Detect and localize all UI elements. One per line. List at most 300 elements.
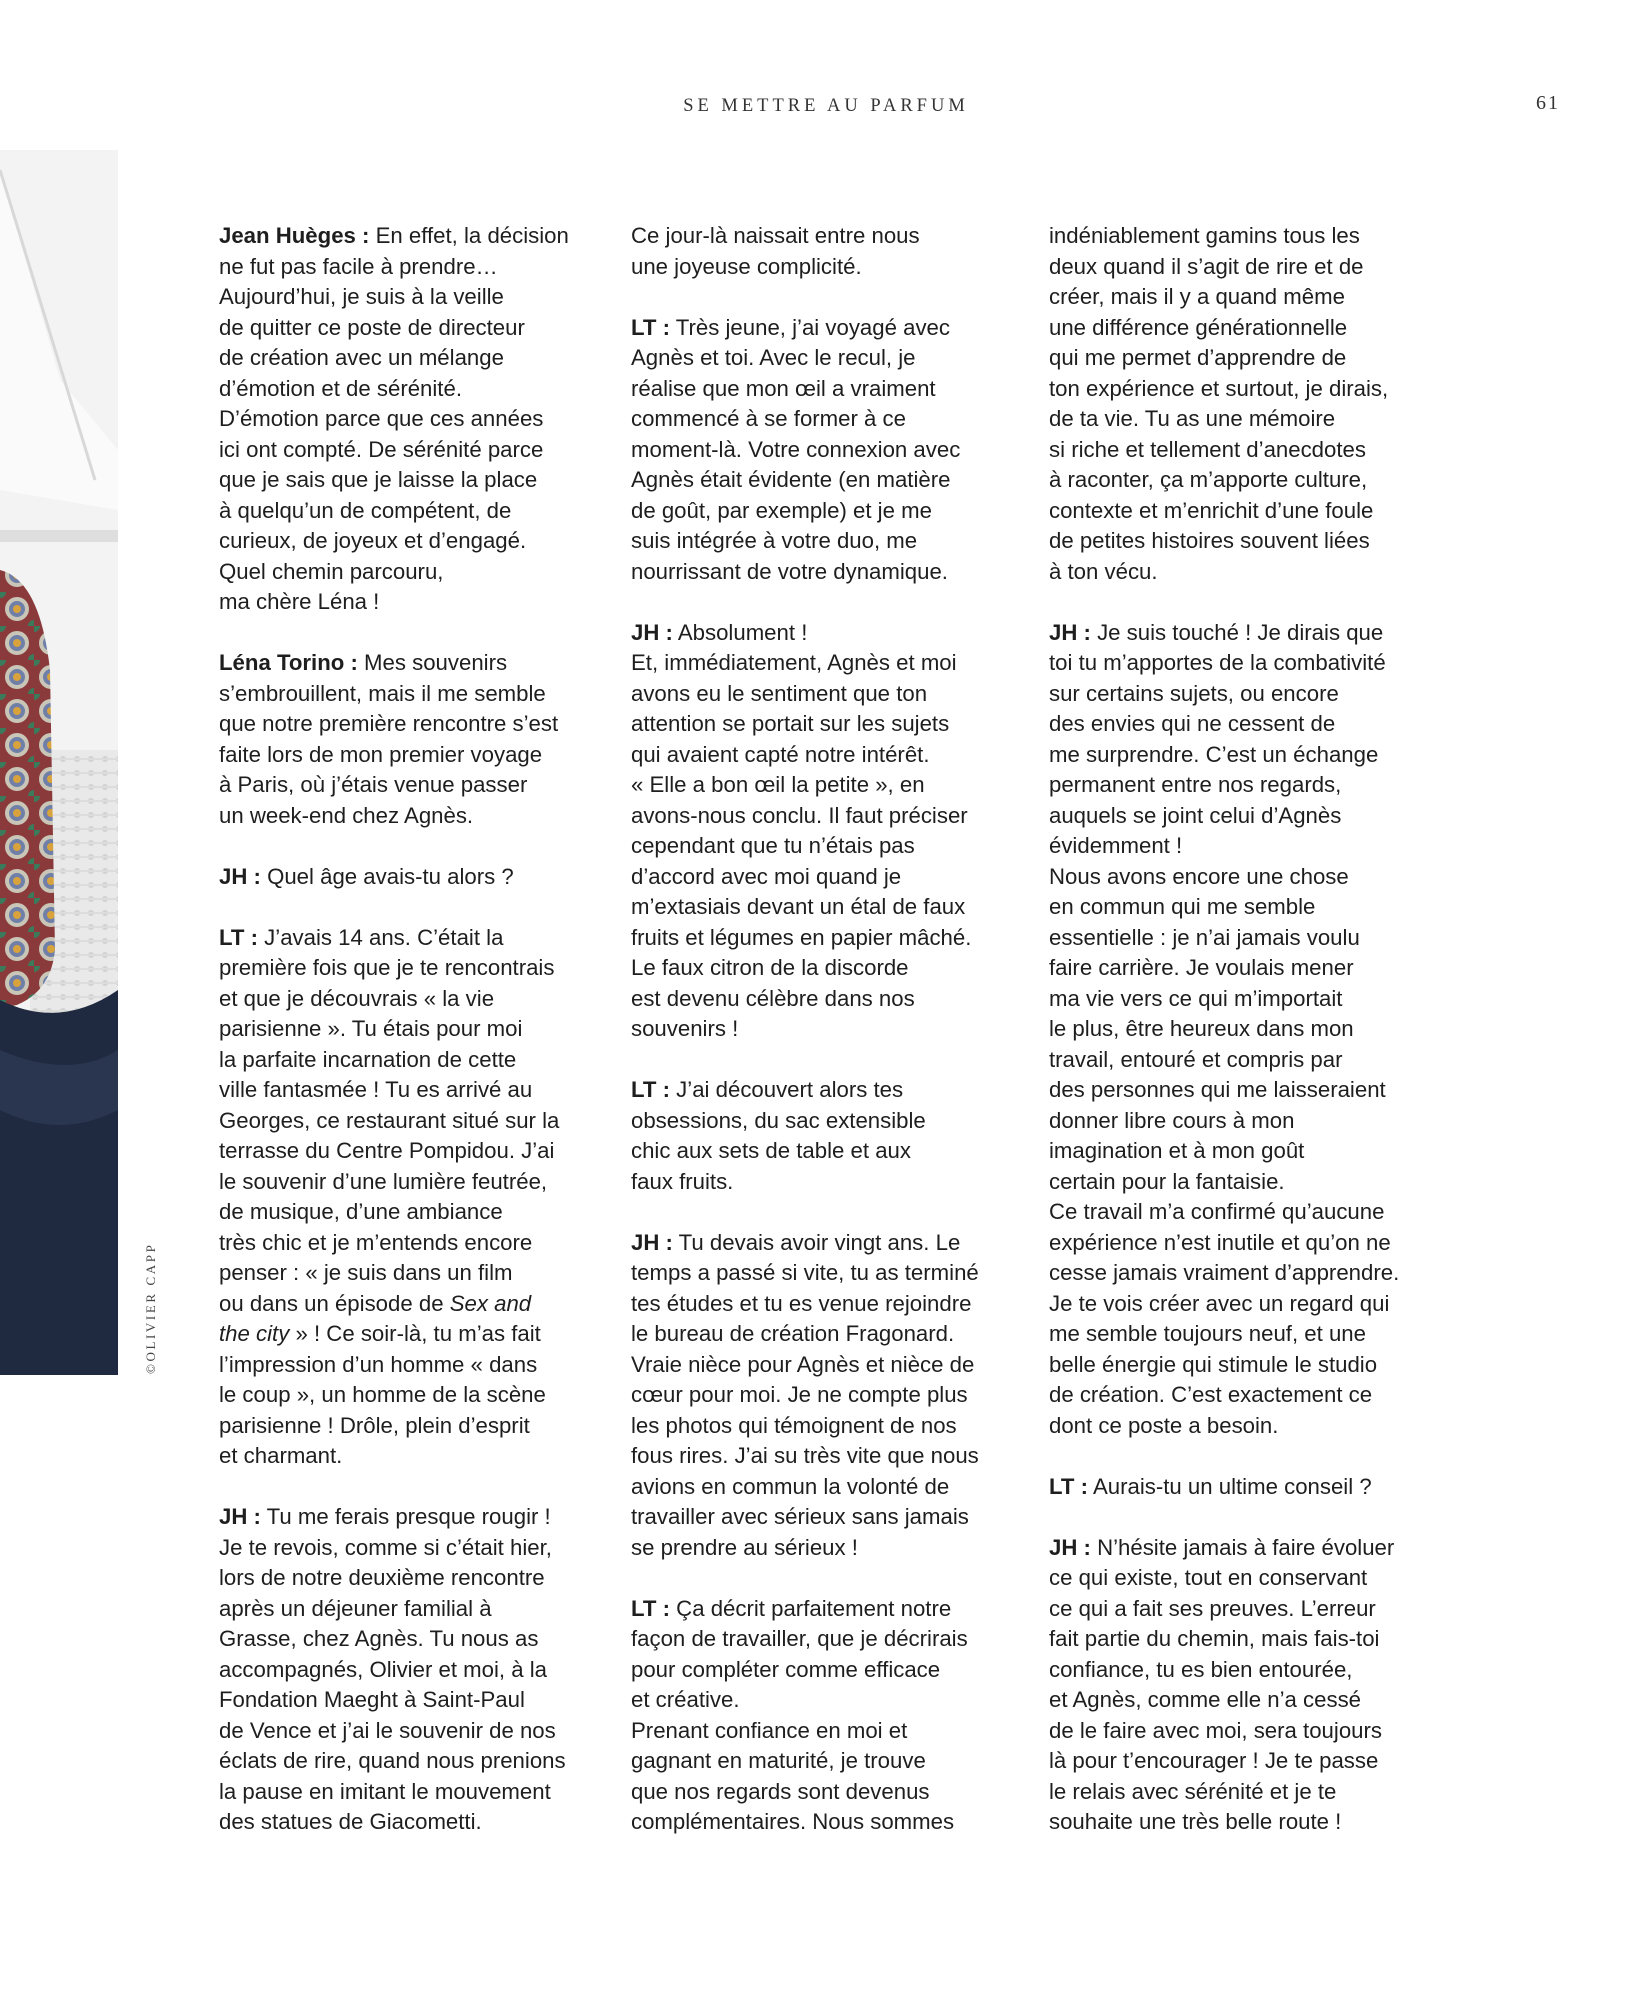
line-text: sur certains sujets, ou encore [1049, 680, 1339, 706]
text-line [631, 1014, 1011, 1045]
text-line [1049, 465, 1429, 496]
line-text: des envies qui ne cessent de [1049, 711, 1336, 736]
line-text: et que je découvrais « la vie [219, 985, 495, 1011]
text-line [631, 557, 1011, 588]
text-line [219, 1777, 599, 1808]
line-text: à ton vécu. [1049, 558, 1158, 584]
text-line [1049, 618, 1429, 649]
speaker-label: JH : [219, 863, 261, 889]
text-line [219, 770, 599, 801]
paragraph [219, 648, 599, 831]
text-line [219, 1746, 599, 1777]
line-text: m’extasiais devant un étal de faux [631, 894, 966, 919]
line-text: complémentaires. Nous sommes [631, 1809, 955, 1834]
text-line [1049, 1014, 1429, 1045]
line-text: auquels se joint celui d’Agnès [1049, 802, 1342, 828]
text-line [631, 1533, 1011, 1564]
paragraph [631, 1594, 1011, 1838]
line-text: ce qui existe, tout en conservant [1049, 1565, 1368, 1590]
line-text: là pour t’encourager ! Je te passe [1049, 1748, 1379, 1773]
line-text: deux quand il s’agit de rire et de [1049, 253, 1364, 279]
speaker-label: JH : [1049, 1534, 1091, 1560]
line-text: travailler avec sérieux sans jamais [631, 1504, 969, 1529]
line-text: ton expérience et surtout, je dirais, [1049, 375, 1389, 401]
text-line [219, 1319, 599, 1350]
line-text: est devenu célèbre dans nos [631, 985, 915, 1011]
text-line [1049, 1411, 1429, 1442]
text-line [1049, 770, 1429, 801]
text-column-3 [1049, 221, 1429, 1838]
text-line [1049, 1472, 1429, 1503]
text-line [1049, 1258, 1429, 1289]
text-line [631, 1411, 1011, 1442]
paragraph [219, 221, 599, 618]
text-line [219, 679, 599, 710]
text-line [631, 1594, 1011, 1625]
line-text: Le faux citron de la discorde [631, 955, 909, 980]
line-text: Fondation Maeght à Saint-Paul [219, 1687, 525, 1712]
text-line [1049, 1167, 1429, 1198]
text-line [1049, 313, 1429, 344]
line-text: en commun qui me semble [1049, 894, 1316, 919]
text-line [1049, 1594, 1429, 1625]
line-text: imagination et à mon goût [1049, 1138, 1305, 1163]
text-line [219, 1197, 599, 1228]
line-text: suis intégrée à votre duo, me [631, 528, 918, 553]
text-line [1049, 1746, 1429, 1777]
text-line [631, 740, 1011, 771]
section-title: SE METTRE AU PARFUM [683, 96, 969, 116]
line-text: chic aux sets de table et aux [631, 1138, 911, 1163]
line-text: lors de notre deuxième rencontre [219, 1565, 545, 1590]
text-line [219, 953, 599, 984]
paragraph [631, 221, 1011, 282]
text-line [219, 1624, 599, 1655]
line-text: parisienne ». Tu étais pour moi [219, 1016, 523, 1041]
text-line [219, 526, 599, 557]
line-text: attention se portait sur les sujets [631, 711, 950, 736]
line-text: ne fut pas facile à prendre… [219, 253, 498, 279]
line-text: ville fantasmée ! Tu es arrivé au [219, 1077, 533, 1102]
text-column-2 [631, 221, 1011, 1838]
line-text: Aujourd’hui, je suis à la veille [219, 284, 504, 309]
line-text: le souvenir d’une lumière feutrée, [219, 1168, 548, 1194]
line-text: » ! Ce soir-là, tu m’as fait [289, 1321, 541, 1346]
line-text: travail, entouré et compris par [1049, 1046, 1343, 1072]
line-text: première fois que je te rencontrais [219, 955, 555, 980]
line-text: fait partie du chemin, mais fais-toi [1049, 1626, 1380, 1651]
line-text: terrasse du Centre Pompidou. J’ai [219, 1138, 555, 1163]
text-line [631, 923, 1011, 954]
text-line [1049, 1075, 1429, 1106]
line-text: de ta vie. Tu as une mémoire [1049, 406, 1336, 431]
line-text: Agnès était évidente (en matière [631, 467, 951, 492]
line-text: donner libre cours à mon [1049, 1107, 1295, 1133]
line-text: me surprendre. C’est un échange [1049, 741, 1379, 767]
line-text: la pause en imitant le mouvement [219, 1778, 551, 1804]
text-line [631, 1777, 1011, 1808]
line-text: faire carrière. Je voulais mener [1049, 955, 1354, 980]
line-text: ma chère Léna ! [219, 589, 380, 614]
line-text: le plus, être heureux dans mon [1049, 1016, 1354, 1041]
line-text: très chic et je m’entends encore [219, 1229, 533, 1255]
line-text: souhaite une très belle route ! [1049, 1809, 1342, 1834]
line-text: des statues de Giacometti. [219, 1809, 482, 1834]
line-text: de le faire avec moi, sera toujours [1049, 1717, 1382, 1743]
line-text: et Agnès, comme elle n’a cessé [1049, 1687, 1362, 1712]
text-line [1049, 892, 1429, 923]
text-line [1049, 648, 1429, 679]
text-line [631, 1319, 1011, 1350]
text-line [1049, 984, 1429, 1015]
photo-credit: ©OLIVIER CAPP [143, 1242, 158, 1374]
text-line [219, 1136, 599, 1167]
paragraph [631, 618, 1011, 1045]
text-line [219, 435, 599, 466]
text-line [219, 923, 599, 954]
text-line [219, 1167, 599, 1198]
paragraph [631, 1075, 1011, 1197]
line-text: qui me permet d’apprendre de [1049, 345, 1347, 370]
text-line [631, 496, 1011, 527]
line-text: de musique, d’une ambiance [219, 1199, 503, 1224]
speaker-label: LT : [1049, 1473, 1089, 1499]
italic-title: Sex and [449, 1290, 532, 1316]
line-text: confiance, tu es bien entourée, [1049, 1656, 1353, 1682]
line-text: Grasse, chez Agnès. Tu nous as [219, 1626, 539, 1651]
speaker-label: JH : [631, 619, 673, 645]
text-line [631, 465, 1011, 496]
text-line [1049, 709, 1429, 740]
line-text: de petites histoires souvent liées [1049, 528, 1370, 553]
line-text: Et, immédiatement, Agnès et moi [631, 650, 957, 675]
line-text: nourrissant de votre dynamique. [631, 558, 948, 584]
text-line [219, 404, 599, 435]
line-text: après un déjeuner familial à [219, 1595, 492, 1621]
text-line [631, 1106, 1011, 1137]
text-line [219, 1502, 599, 1533]
line-text: Je suis touché ! Je dirais que [1090, 619, 1384, 645]
text-line [1049, 831, 1429, 862]
text-line [631, 1380, 1011, 1411]
line-text: ou dans un épisode de [219, 1290, 450, 1316]
line-text: le relais avec sérénité et je te [1049, 1778, 1337, 1804]
line-text: Ce travail m’a confirmé qu’aucune [1049, 1199, 1385, 1224]
line-text: de Vence et j’ai le souvenir de nos [219, 1717, 556, 1743]
line-text: à quelqu’un de compétent, de [219, 497, 512, 523]
line-text: de création avec un mélange [219, 345, 504, 370]
line-text: cœur pour moi. Je ne compte plus [631, 1382, 968, 1407]
text-line [1049, 1319, 1429, 1350]
text-line [631, 1258, 1011, 1289]
text-line [1049, 1045, 1429, 1076]
line-text: avons eu le sentiment que ton [631, 680, 928, 706]
line-text: toi tu m’apportes de la combativité [1049, 650, 1386, 675]
line-text: parisienne ! Drôle, plein d’esprit [219, 1412, 530, 1438]
speaker-label: JH : [1049, 619, 1091, 645]
paragraph [1049, 221, 1429, 587]
text-line [219, 1228, 599, 1259]
text-line [219, 1075, 599, 1106]
line-text: Vraie nièce pour Agnès et nièce de [631, 1351, 975, 1377]
text-line [1049, 1136, 1429, 1167]
text-line [219, 1380, 599, 1411]
line-text: évidemment ! [1049, 833, 1183, 858]
text-line [219, 1350, 599, 1381]
line-text: gagnant en maturité, je trouve [631, 1748, 926, 1773]
text-line [219, 374, 599, 405]
text-line [631, 374, 1011, 405]
line-text: et créative. [631, 1687, 740, 1712]
text-line [219, 1258, 599, 1289]
text-line [1049, 1807, 1429, 1838]
text-line [219, 1014, 599, 1045]
line-text: Prenant confiance en moi et [631, 1717, 908, 1743]
text-line [631, 831, 1011, 862]
line-text: de goût, par exemple) et je me [631, 497, 932, 523]
text-line [1049, 1685, 1429, 1716]
line-text: En effet, la décision [369, 223, 569, 248]
line-text: Quel chemin parcouru, [219, 558, 444, 584]
line-text: le bureau de création Fragonard. [631, 1321, 955, 1346]
text-line [631, 1228, 1011, 1259]
text-line [219, 1594, 599, 1625]
line-text: contexte et m’enrichit d’une foule [1049, 497, 1374, 523]
line-text: tes études et tu es venue rejoindre [631, 1290, 972, 1316]
line-text: à Paris, où j’étais venue passer [219, 772, 528, 797]
speaker-label: LT : [631, 1595, 671, 1621]
text-line [1049, 1624, 1429, 1655]
line-text: des personnes qui me laisseraient [1049, 1077, 1386, 1102]
line-text: une joyeuse complicité. [631, 253, 862, 279]
line-text: de quitter ce poste de directeur [219, 314, 525, 340]
paragraph [1049, 1533, 1429, 1838]
line-text: se prendre au sérieux ! [631, 1534, 858, 1560]
text-line [219, 709, 599, 740]
text-line [1049, 679, 1429, 710]
line-text: essentielle : je n’ai jamais voulu [1049, 924, 1360, 950]
line-text: ce qui a fait ses preuves. L’erreur [1049, 1595, 1376, 1621]
text-line [219, 801, 599, 832]
line-text: si riche et tellement d’anecdotes [1049, 436, 1366, 462]
speaker-label: JH : [631, 1229, 673, 1255]
line-text: Je te vois créer avec un regard qui [1049, 1290, 1390, 1316]
text-line [219, 1716, 599, 1747]
line-text: cependant que tu n’étais pas [631, 833, 915, 858]
text-line [1049, 923, 1429, 954]
text-line [631, 679, 1011, 710]
text-line [1049, 1350, 1429, 1381]
text-line [631, 1716, 1011, 1747]
text-line [631, 1472, 1011, 1503]
line-text: que notre première rencontre s’est [219, 711, 559, 736]
line-text: éclats de rire, quand nous prenions [219, 1748, 566, 1773]
line-text: créer, mais il y a quand même [1049, 284, 1345, 309]
text-line [1049, 496, 1429, 527]
line-text: dont ce poste a besoin. [1049, 1412, 1279, 1438]
text-line [1049, 1777, 1429, 1808]
text-line [1049, 1533, 1429, 1564]
line-text: les photos qui témoignent de nos [631, 1412, 957, 1438]
text-line [631, 343, 1011, 374]
text-line [219, 740, 599, 771]
speaker-label: LT : [631, 314, 671, 340]
line-text: J’ai découvert alors tes [670, 1077, 904, 1102]
text-line [631, 313, 1011, 344]
text-line [219, 282, 599, 313]
text-line [219, 496, 599, 527]
text-line [631, 1289, 1011, 1320]
text-line [631, 984, 1011, 1015]
text-line [219, 1533, 599, 1564]
text-line [1049, 1289, 1429, 1320]
text-line [1049, 526, 1429, 557]
line-text: belle énergie qui stimule le studio [1049, 1351, 1378, 1377]
text-line [219, 587, 599, 618]
line-text: Tu devais avoir vingt ans. Le [672, 1229, 961, 1255]
text-line [219, 1289, 599, 1320]
speaker-label: LT : [631, 1077, 671, 1102]
text-line [631, 892, 1011, 923]
line-text: moment-là. Votre connexion avec [631, 436, 961, 462]
page-number: 61 [1536, 92, 1560, 114]
line-text: temps a passé si vite, tu as terminé [631, 1260, 979, 1285]
line-text: fruits et légumes en papier mâché. [631, 924, 972, 950]
text-line [631, 862, 1011, 893]
line-text: Georges, ce restaurant situé sur la [219, 1107, 560, 1133]
text-line [219, 1441, 599, 1472]
text-line [219, 557, 599, 588]
line-text: Absolument ! [672, 619, 808, 645]
line-text: ma vie vers ce qui m’importait [1049, 985, 1343, 1011]
italic-title: the city [219, 1321, 290, 1346]
text-line [1049, 1716, 1429, 1747]
text-line [631, 1685, 1011, 1716]
cropped-photo [0, 150, 118, 1375]
text-line [631, 648, 1011, 679]
paragraph [219, 862, 599, 893]
paragraph [631, 313, 1011, 588]
paragraph [1049, 1472, 1429, 1503]
text-line [1049, 343, 1429, 374]
text-line [631, 252, 1011, 283]
line-text: N’hésite jamais à faire évoluer [1090, 1534, 1395, 1560]
text-line [631, 1136, 1011, 1167]
line-text: que je sais que je laisse la place [219, 467, 538, 492]
line-text: Très jeune, j’ai voyagé avec [670, 314, 950, 340]
line-text: réalise que mon œil a vraiment [631, 375, 936, 401]
speaker-label: Jean Huèges : [219, 223, 370, 248]
line-text: me semble toujours neuf, et une [1049, 1321, 1366, 1346]
text-line [631, 526, 1011, 557]
line-text: J’avais 14 ans. C’était la [258, 924, 504, 950]
text-line [219, 313, 599, 344]
text-line [631, 1746, 1011, 1777]
speaker-label: LT : [219, 924, 259, 950]
text-line [219, 465, 599, 496]
line-text: souvenirs ! [631, 1016, 739, 1041]
text-line [631, 1655, 1011, 1686]
text-line [631, 435, 1011, 466]
text-line [631, 221, 1011, 252]
line-text: Ça décrit parfaitement notre [670, 1595, 952, 1621]
line-text: curieux, de joyeux et d’engagé. [219, 528, 527, 553]
text-line [1049, 953, 1429, 984]
line-text: l’impression d’un homme « dans [219, 1351, 538, 1377]
text-line [219, 1807, 599, 1838]
line-text: une différence générationnelle [1049, 314, 1348, 340]
line-text: expérience n’est inutile et qu’on ne [1049, 1229, 1391, 1255]
text-line [219, 1655, 599, 1686]
line-text: d’émotion et de sérénité. [219, 375, 462, 401]
line-text: ici ont compté. De sérénité parce [219, 436, 544, 462]
text-line [219, 1106, 599, 1137]
text-line [631, 770, 1011, 801]
text-line [631, 709, 1011, 740]
line-text: Tu me ferais presque rougir ! [260, 1504, 551, 1529]
line-text: cesse jamais vraiment d’apprendre. [1049, 1260, 1400, 1285]
line-text: Agnès et toi. Avec le recul, je [631, 345, 916, 370]
line-text: qui avaient capté notre intérêt. [631, 741, 930, 767]
text-line [631, 1350, 1011, 1381]
text-line [631, 618, 1011, 649]
text-line [1049, 801, 1429, 832]
text-line [631, 1167, 1011, 1198]
text-line [219, 1685, 599, 1716]
text-line [1049, 1563, 1429, 1594]
text-line [219, 648, 599, 679]
text-line [631, 1807, 1011, 1838]
line-text: accompagnés, Olivier et moi, à la [219, 1656, 548, 1682]
line-text: que nos regards sont devenus [631, 1778, 930, 1804]
line-text: Aurais-tu un ultime conseil ? [1088, 1473, 1372, 1499]
line-text: Nous avons encore une chose [1049, 863, 1349, 889]
line-text: s’embrouillent, mais il me semble [219, 680, 546, 706]
line-text: Ce jour-là naissait entre nous [631, 223, 920, 248]
text-line [1049, 374, 1429, 405]
line-text: certain pour la fantaisie. [1049, 1168, 1285, 1194]
speaker-label: JH : [219, 1504, 261, 1529]
line-text: d’accord avec moi quand je [631, 863, 902, 889]
paragraph [631, 1228, 1011, 1564]
text-line [1049, 862, 1429, 893]
text-line [1049, 404, 1429, 435]
text-line [1049, 557, 1429, 588]
text-line [1049, 282, 1429, 313]
line-text: commencé à se former à ce [631, 406, 906, 431]
text-line [219, 984, 599, 1015]
text-line [1049, 1655, 1429, 1686]
line-text: Quel âge avais-tu alors ? [260, 863, 514, 889]
text-line [219, 1411, 599, 1442]
line-text: indéniablement gamins tous les [1049, 223, 1360, 248]
line-text: penser : « je suis dans un film [219, 1260, 513, 1285]
line-text: façon de travailler, que je décrirais [631, 1626, 968, 1651]
text-line [219, 343, 599, 374]
line-text: avions en commun la volonté de [631, 1473, 950, 1499]
line-text: Mes souvenirs [357, 650, 508, 675]
line-text: obsessions, du sac extensible [631, 1107, 926, 1133]
paragraph [219, 1502, 599, 1838]
text-line [631, 953, 1011, 984]
line-text: un week-end chez Agnès. [219, 802, 474, 828]
text-line [631, 1075, 1011, 1106]
text-line [1049, 740, 1429, 771]
text-line [219, 252, 599, 283]
line-text: pour compléter comme efficace [631, 1656, 941, 1682]
text-line [219, 1563, 599, 1594]
text-line [1049, 252, 1429, 283]
